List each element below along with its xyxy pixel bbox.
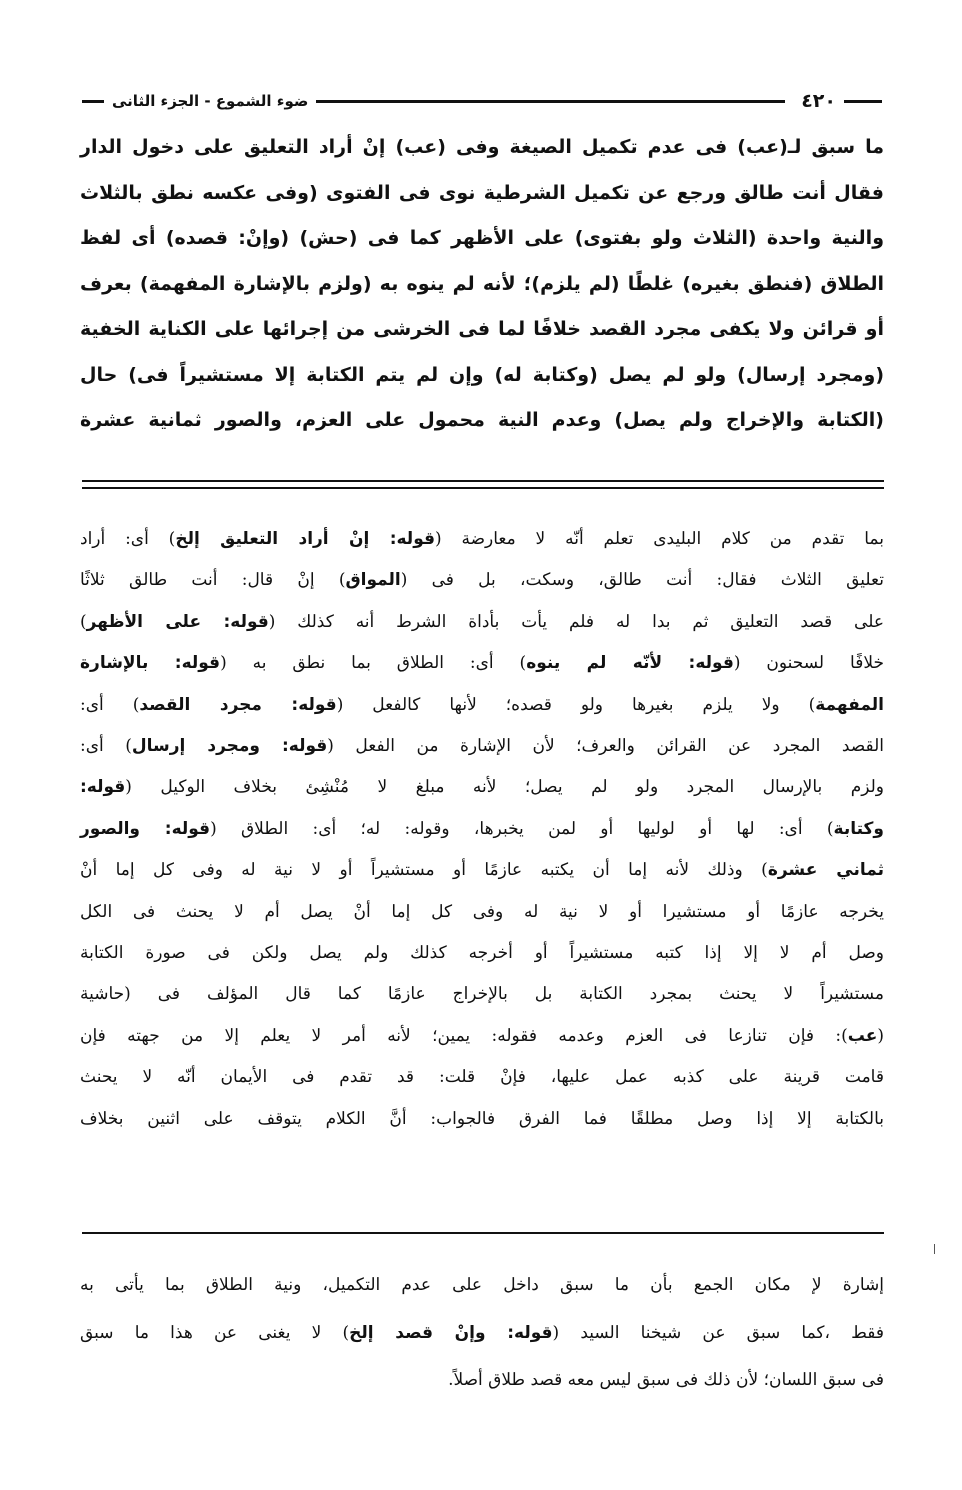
- main-text-line: والنية واحدة (الثلاث ولو بفتوى) على الأظهر كما فى (حش) (وإنْ: قصده) أى لفظ: [80, 227, 884, 249]
- quoted-lemma: قوله: ومجرد إرسال: [131, 736, 328, 757]
- main-text-line: (ومجرد إرسال) ولو لم يصل (وكتابة له) وإن لم يتم الكتابة إلا مستشيراً فى) حال: [80, 363, 884, 386]
- main-text: [80, 125, 884, 444]
- commentary-line: [80, 809, 884, 850]
- main-text-separator: [82, 480, 884, 489]
- footnote-separator: [82, 1232, 884, 1234]
- text-segment: إشارة لإ مكان الجمع بأن ما سبق داخل على عدم التكميل، ونية الطلاق بما يأتى به: [80, 1275, 884, 1295]
- commentary-text: [80, 519, 884, 1140]
- commentary-line: [80, 1016, 884, 1057]
- text-segment: يخرجه عازمًا أو مستشيرا أو لا نية له وفى كل إما أنْ يصل أم لا يحنث فى الكل: [80, 901, 884, 922]
- text-segment: خلافًا لسحنون (: [733, 653, 884, 674]
- text-segment: ولزم بالإرسال المجرد ولو لم يصل؛ لأنه مبلغ لا مُنْشِئ بخلاف الوكيل (: [125, 777, 884, 798]
- commentary-line: [80, 1099, 884, 1140]
- quoted-lemma: المفهمة: [815, 694, 884, 715]
- commentary-line: [80, 850, 884, 891]
- main-text-line: (الكتابة والإخراج ولم يصل) وعدم النية محمول على العزم، والصور ثمانية عشرة: [80, 409, 884, 431]
- footnote-line: [80, 1310, 884, 1358]
- text-segment: فى سبق اللسان؛ لأن ذلك فى سبق ليس معه قصد طلاق أصلاً.: [448, 1370, 884, 1390]
- commentary-line: [80, 767, 884, 808]
- footnote-line: [80, 1262, 884, 1310]
- main-text-line: فقال أنت طالق ورجع عن تكميل الشرطية نوى فى الفتوى (وفى عكسه نطق بالثلاث: [80, 181, 884, 204]
- footnote-text: [80, 1262, 884, 1405]
- text-segment: بالكتابة إلا إذا وصل مطلقًا فما الفرق فالجواب: أنَّ الكلام يتوقف على اثنين بخلاف: [80, 1108, 884, 1129]
- quoted-lemma: قوله: لأنّه لم ينوه: [526, 653, 734, 674]
- text-segment: قامت قرينة على كذبه عمل عليها، فإنْ قلت: قد تقدم فى الأيمان أنّه لا يحنث: [80, 1067, 884, 1088]
- main-text-line: أو قرائن ولا يكفى مجرد القصد خلافًا لما فى الخرشى من إجرائها على الكناية الخفية: [80, 318, 884, 340]
- text-segment: ) إنْ قال: أنت طالق ثلاثًا: [80, 570, 346, 591]
- commentary-line: [80, 560, 884, 601]
- text-segment: القصد المجرد عن القرائن والعرف؛ لأن الإشارة من الفعل (: [327, 736, 885, 757]
- quoted-lemma: المواق: [345, 570, 401, 591]
- text-segment: (: [877, 1025, 884, 1046]
- commentary-line: [80, 643, 884, 684]
- commentary-line: [80, 933, 884, 974]
- quoted-lemma: عب: [847, 1025, 878, 1046]
- quoted-lemma: ثماني عشرة: [767, 860, 885, 881]
- text-segment: مستشيراً لا يحنث بمجرد الكتابة بل بالإخراج عازمًا كما قال المؤلف فى (حاشية: [80, 984, 884, 1005]
- quoted-lemma: قوله:: [80, 777, 126, 798]
- margin-mark: [934, 1244, 935, 1254]
- text-segment: ) وذلك لأنه إما أن يكتبه عازمًا أو مستشيراً أو لا نية له وفى كل إما أنْ: [80, 860, 768, 881]
- commentary-line: [80, 726, 884, 767]
- main-text-line: الطلاق (فنطق بغيره) غلطًا (لم يلزم)؛ لأنه لم ينوه به (ولزم بالإشارة المفهمة) بعرف: [80, 272, 884, 295]
- commentary-line: [80, 685, 884, 726]
- quoted-lemma: قوله: على الأظهر: [86, 611, 269, 632]
- header-rule: [316, 100, 785, 103]
- text-segment: ) ولا يلزم بغيرها ولو قصده؛ لأنها كالفعل (: [336, 694, 816, 715]
- quoted-lemma: قوله: وإنْ قصد إلخ: [349, 1322, 553, 1343]
- header-dash-right: [844, 100, 882, 103]
- footnote-line: [80, 1357, 884, 1405]
- quoted-lemma: قوله: مجرد القصد: [139, 694, 337, 715]
- quoted-lemma: قوله: والصور: [80, 818, 211, 839]
- text-segment: ) أى: أراد: [80, 529, 176, 549]
- book-title: ضوء الشموع - الجزء الثانى: [112, 92, 309, 110]
- commentary-line: [80, 1057, 884, 1098]
- commentary-line: [80, 974, 884, 1015]
- text-segment: ) لا يغنى عن هذا ما سبق: [80, 1322, 350, 1343]
- commentary-line: [80, 602, 884, 643]
- main-text-line: ما سبق لـ(عب) فى عدم تكميل الصيغة وفى (عب) إنْ أراد التعليق على دخول الدار: [80, 136, 884, 158]
- quoted-lemma: وكتابة: [833, 818, 884, 839]
- quoted-lemma: قوله: بالإشارة: [80, 653, 221, 674]
- text-segment: ): فإن تنازعا فى العزم وعدمه فقوله: يمين؛ لأنه أمر لا يعلم إلا من جهته فإن: [80, 1025, 848, 1046]
- text-segment: ): [80, 611, 87, 632]
- text-segment: فقط ،كما سبق عن شيخنا السيد (: [552, 1322, 885, 1343]
- text-segment: ) أى: الطلاق بما نطق به (: [220, 653, 527, 674]
- text-segment: على قصد التعليق ثم بدا له فلم يأت بأداة الشرط أنه كذلك (: [268, 611, 884, 632]
- header-dash-left: [82, 100, 104, 103]
- text-segment: ) أى:: [80, 736, 132, 757]
- commentary-line: [80, 519, 884, 560]
- text-segment: وصل أم لا إلا إذا كتبه مستشيراً أو أخرجه كذلك ولم يصل ولكن فى صورة الكتابة: [80, 943, 884, 964]
- text-segment: ) أى:: [80, 694, 140, 715]
- page-number: ٤٢٠: [801, 90, 836, 112]
- running-header: [82, 86, 882, 116]
- text-segment: ) أى: لها أو لوليها أو لمن يخبرها، وقوله: له؛ أى: الطلاق (: [210, 818, 834, 839]
- commentary-line: [80, 892, 884, 933]
- text-segment: بما تقدم من كلام البليدى تعلم أنّه لا معارضة (: [434, 529, 884, 549]
- text-segment: تعليق الثلاث فقال: أنت طالق، وسكت، بل فى (: [400, 570, 884, 591]
- quoted-lemma: قوله: إنْ أراد التعليق إلخ: [175, 529, 435, 549]
